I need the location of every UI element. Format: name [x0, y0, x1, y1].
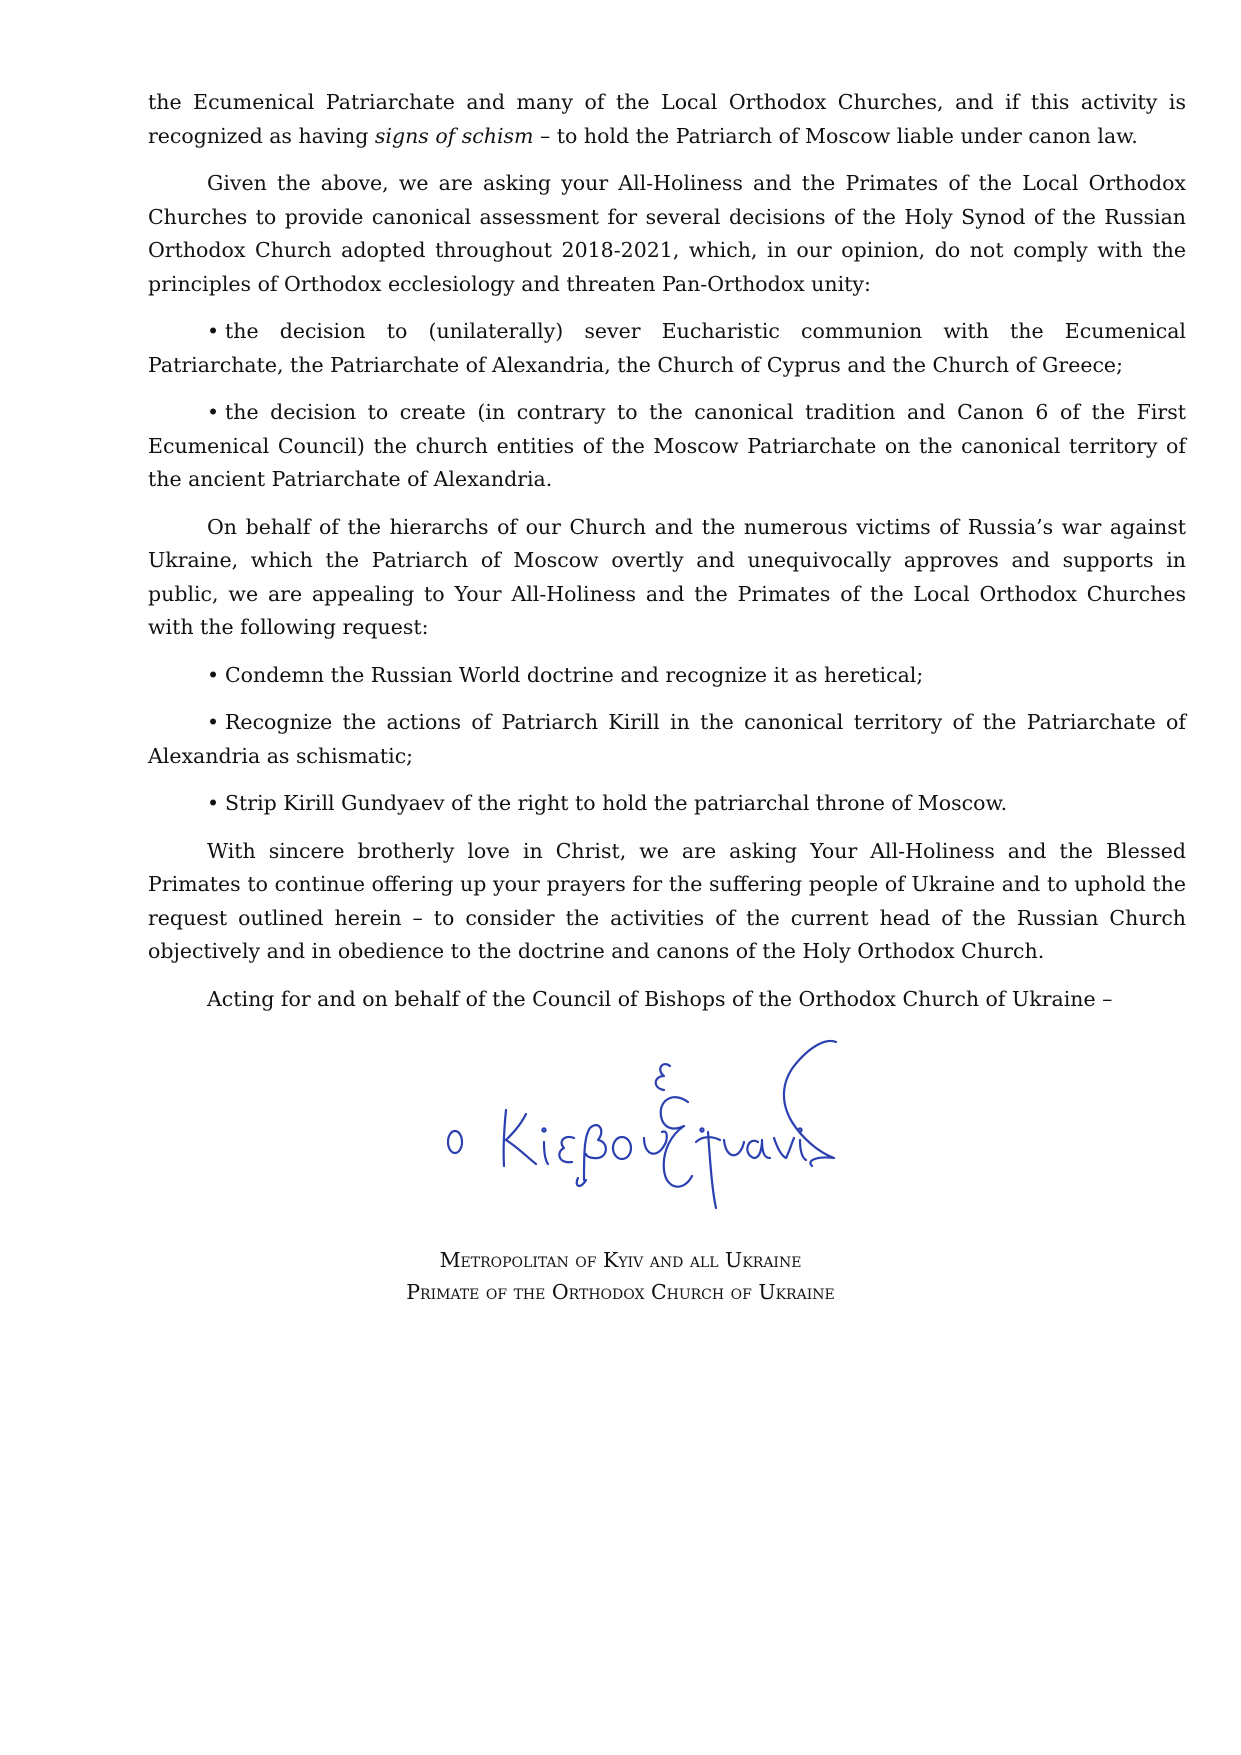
- handwritten-signature-image: [440, 1030, 880, 1220]
- bullet-icon: •: [207, 791, 220, 815]
- list-item-text: Strip Kirill Gundyaev of the right to hold the patriarchal throne of Moscow.: [225, 791, 1008, 815]
- list-item: [148, 659, 1186, 693]
- list-item-text: the decision to create (in contrary to the canonical tradition and Canon 6 of the First Ecumenical Council) the church entities of the Moscow Patriarchate on the canonical territory of the ancient Patriarchate of Alexandria.: [148, 400, 1186, 491]
- list-item-text: Recognize the actions of Patriarch Kirill in the canonical territory of the Patriarchate of Alexandria as schismatic;: [148, 710, 1186, 768]
- paragraph-given-above: Given the above, we are asking your All-Holiness and the Primates of the Local Orthodox Churches to provide canonical assessment for several decisions of the Holy Synod of the Russian Orthodox Church adopted throughout 2018-2021, which, in our opinion, do not comply with the principles of Orthodox ecclesiology and threaten Pan-Orthodox unity:: [148, 171, 1186, 296]
- list-item-text: the decision to (unilaterally) sever Eucharistic communion with the Ecumenical Patriarchate, the Patriarchate of Alexandria, the Church of Cyprus and the Church of Greece;: [148, 319, 1186, 377]
- paragraph-continuation: [148, 86, 1186, 153]
- letter-body: [148, 86, 1186, 1030]
- bullet-icon: •: [207, 400, 220, 424]
- paragraph-text-tail: – to hold the Patriarch of Moscow liable under canon law.: [533, 123, 1138, 148]
- title-line: Metropolitan of Kyiv and all Ukraine: [439, 1248, 802, 1272]
- title-line: Primate of the Orthodox Church of Ukraine: [406, 1280, 835, 1304]
- list-item: [148, 706, 1186, 773]
- list-item: [148, 396, 1186, 497]
- paragraph-text: the Ecumenical Patriarchate and many of the Local Orthodox Churches, and if this activity is recognized as having: [148, 90, 1186, 148]
- closing-line: Acting for and on behalf of the Council of Bishops of the Orthodox Church of Ukraine –: [207, 986, 1113, 1011]
- list-item-text: Condemn the Russian World doctrine and recognize it as heretical;: [225, 662, 924, 687]
- signature: [440, 1030, 880, 1220]
- requests-list: [148, 659, 1186, 821]
- decisions-list: [148, 315, 1186, 497]
- bullet-icon: •: [207, 662, 220, 687]
- bullet-icon: •: [207, 710, 220, 734]
- bullet-icon: •: [207, 319, 220, 343]
- emphasis-text: signs of schism: [374, 123, 534, 148]
- paragraph-brotherly-love: With sincere brotherly love in Christ, we are asking Your All-Holiness and the Blessed Primates to continue offering up your prayers for the suffering people of Ukraine and to uphold the request outlined herein – to consider the activities of the current head of the Russian Church objectively and in obedience to the doctrine and canons of the Holy Orthodox Church.: [148, 838, 1186, 963]
- signatory-title: [0, 1244, 1241, 1308]
- paragraph-on-behalf: On behalf of the hierarchs of our Church and the numerous victims of Russia’s war against Ukraine, which the Patriarch of Moscow overtly and unequivocally approves and supports in public, we are appealing to Your All-Holiness and the Primates of the Local Orthodox Churches with the following request:: [148, 514, 1186, 639]
- list-item: [148, 787, 1186, 821]
- list-item: [148, 315, 1186, 382]
